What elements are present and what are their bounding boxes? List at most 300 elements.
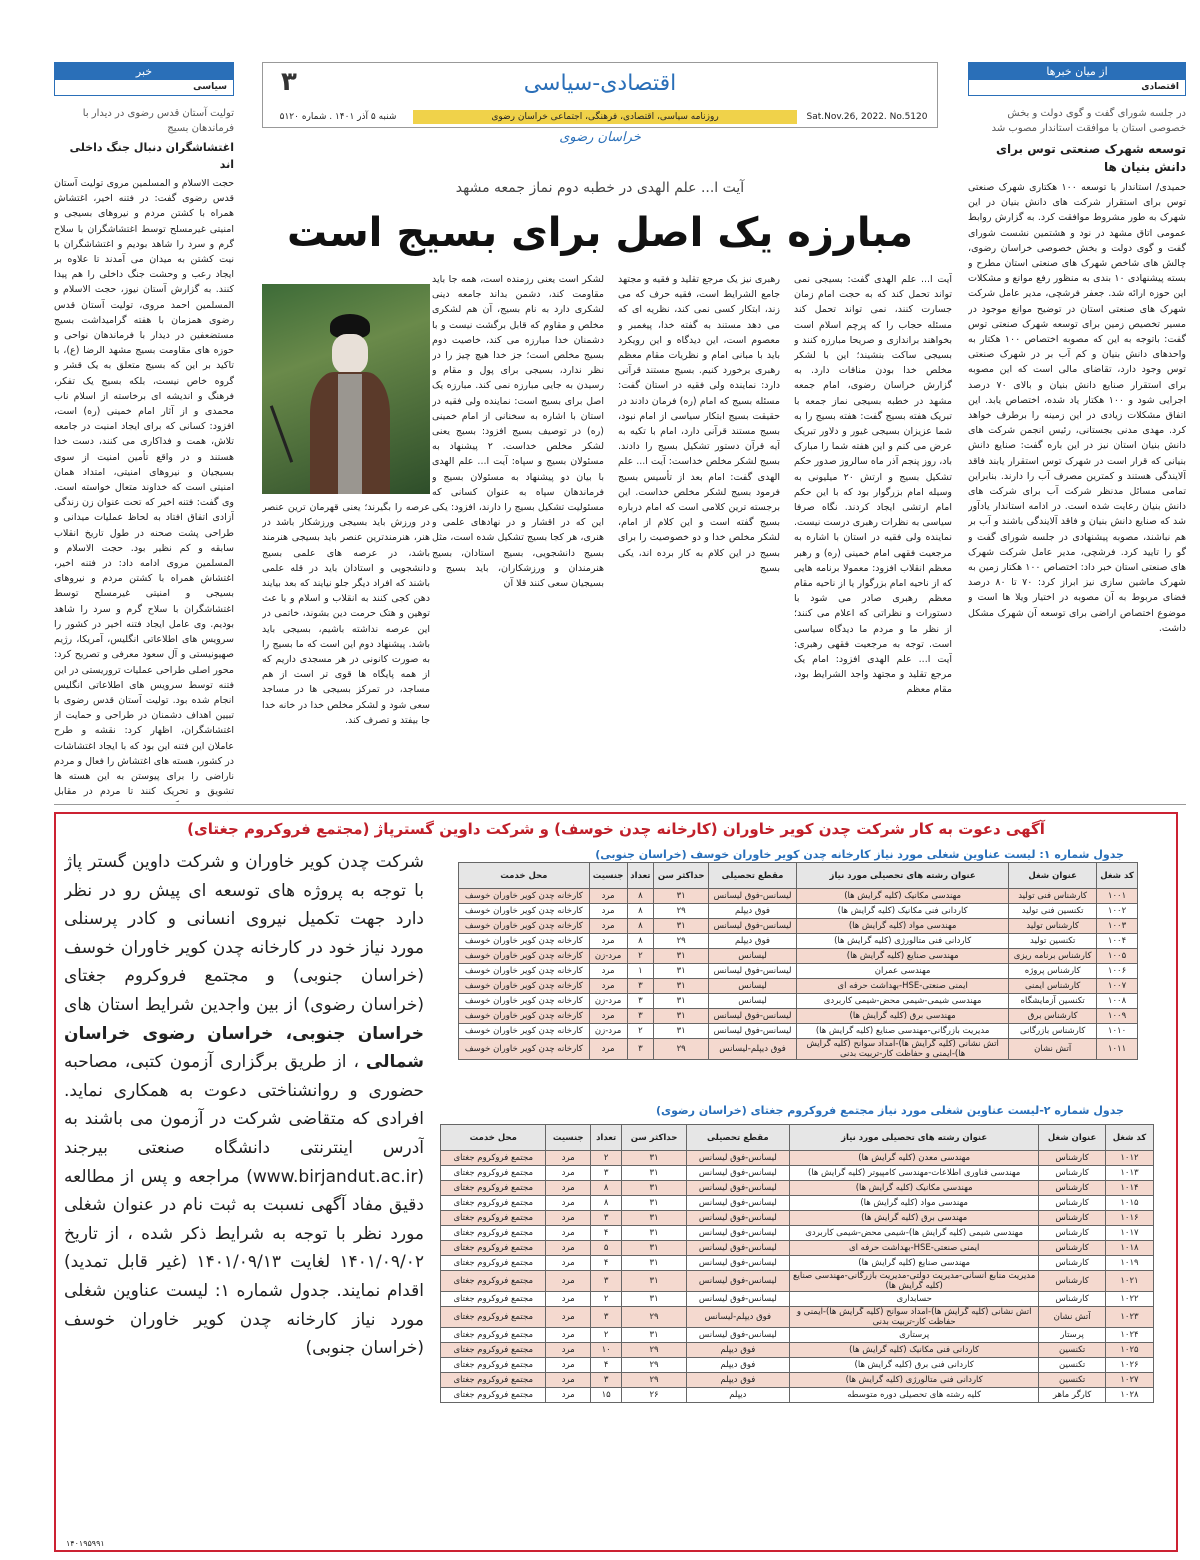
ad-text-1: شرکت چدن کویر خاوران و شرکت داوین گستر پاژ با توجه به پروژه های توسعه ای پیش رو در نظر دارد جهت تکمیل نیروی انسانی و کادر پرسنلی مورد نیاز خود در کارخانه چدن کویر خاوران خوسف (خراسان جنوبی) و مجتمع فروکروم جغتای (خراسان رضوی) از بین واجدین شرایط استان های	[64, 852, 424, 1015]
table-cell: لیسانس-فوق لیسانس	[686, 1226, 789, 1241]
strap-bar	[263, 109, 937, 125]
table-cell: ۱۰۰۸	[1097, 994, 1138, 1009]
table-cell: مجتمع فروکروم جغتای	[441, 1388, 546, 1403]
cleric-photo	[262, 284, 430, 494]
table-cell: مرد	[589, 934, 627, 949]
table-cell: لیسانس-فوق لیسانس	[686, 1181, 789, 1196]
table-cell: ۸	[590, 1181, 621, 1196]
table-cell: لیسانس-فوق لیسانس	[709, 1024, 797, 1039]
table-cell: مهندسی مواد (کلیه گرایش ها)	[790, 1196, 1039, 1211]
table-cell: ۱۰۰۵	[1097, 949, 1138, 964]
table-cell: ۲	[627, 949, 654, 964]
table-header-cell: عنوان شغل	[1009, 863, 1097, 889]
table-cell: مهندسی برق (کلیه گرایش ها)	[790, 1211, 1039, 1226]
table-cell: ۳۱	[622, 1328, 686, 1343]
table-cell: ۱۰۱۵	[1105, 1196, 1153, 1211]
table-cell: کارخانه چدن کویر خاوران خوسف	[459, 889, 590, 904]
table-row	[441, 1181, 1154, 1196]
table-cell: تکنسین	[1039, 1373, 1106, 1388]
table-row	[441, 1307, 1154, 1328]
table-cell: ۱	[627, 964, 654, 979]
table-row	[441, 1292, 1154, 1307]
table-cell: مهندسی صنایع (کلیه گرایش ها)	[790, 1256, 1039, 1271]
table-cell: مرد	[546, 1343, 591, 1358]
table-cell: ۳۱	[622, 1226, 686, 1241]
table-cell: مرد	[546, 1373, 591, 1388]
table-cell: کارشناس	[1039, 1151, 1106, 1166]
table-cell: مهندسی فناوری اطلاعات-مهندسی کامپیوتر (کلیه گرایش ها)	[790, 1166, 1039, 1181]
table-cell: مرد	[546, 1211, 591, 1226]
table-cell: ۲۹	[622, 1307, 686, 1328]
table-cell: ۲۹	[622, 1343, 686, 1358]
table-cell: ۳۱	[654, 1024, 709, 1039]
table-cell: فوق دیپلم-لیسانس	[709, 1039, 797, 1060]
table-cell: کارخانه چدن کویر خاوران خوسف	[459, 949, 590, 964]
table-cell: ۳	[627, 1039, 654, 1060]
table-cell: ۳۱	[654, 979, 709, 994]
table-cell: کاردانی فنی متالورژی (کلیه گرایش ها)	[790, 1373, 1039, 1388]
news-sidebar-economic	[968, 62, 1186, 802]
table-cell: مرد	[546, 1166, 591, 1181]
table-row	[459, 904, 1138, 919]
table-cell: لیسانس-فوق لیسانس	[709, 889, 797, 904]
story-col-2: رهبری نیز یک مرجع تقلید و فقیه و مجتهد جامع الشرایط است، فقیه حرف که می زند، ابتکار کسی نمی کند، نظریه ای که می دهد مستند به گفته خدا، پیغمبر و معصوم است، این دیدگاه و این رویکرد باید با مبانی امام و نظریات مقام معظم رهبری برخورد کنیم. بسیج مستند قرآنی دارد: نماینده ولی فقیه در استان گفت: مسئله بسیج که امام (ره) فرمان دادند در حقیقت بسیج ابتکار سیاسی از امام نبود، بسیج مستند قرآنی دارد، امام با تکیه به آیه قرآن دستور تشکیل بسیج را دادند. بسیج لشکر مخلص خداست: آیت ا... علم الهدی گفت: امام بعد از تأسیس بسیج فرمود بسیج لشکر مخلص خداست. این برجسته ترین کلامی است که امام درباره بسیج گفته است و این کلام از امام، لشکر مخلص خدا و دو خصوصیت را برای بسیج در این کلام به کار برده اند، یکی بسیج	[618, 274, 780, 574]
table-header-cell: جنسیت	[546, 1125, 591, 1151]
table-cell: ۱۰۰۳	[1097, 919, 1138, 934]
table-cell: مرد	[589, 979, 627, 994]
table-cell: مجتمع فروکروم جغتای	[441, 1307, 546, 1328]
date-en: Sat.Nov.26, 2022. No.5120	[806, 112, 928, 122]
table-cell: کارشناس	[1039, 1181, 1106, 1196]
jobs-table-2	[440, 1124, 1154, 1403]
table-cell: پرستار	[1039, 1328, 1106, 1343]
table-cell: لیسانس-فوق لیسانس	[709, 964, 797, 979]
table-cell: تکنسین آزمایشگاه	[1009, 994, 1097, 1009]
table-cell: ۳۱	[622, 1211, 686, 1226]
table-cell: آتش نشانی (کلیه گرایش ها)-امداد سوانح (کلیه گرایش ها)-ایمنی و حفاظت کار-تربیت بدنی	[790, 1307, 1039, 1328]
table-cell: تکنسین	[1039, 1358, 1106, 1373]
table-cell: مجتمع فروکروم جغتای	[441, 1166, 546, 1181]
table-cell: مجتمع فروکروم جغتای	[441, 1343, 546, 1358]
table-cell: ۴	[590, 1358, 621, 1373]
table-cell: کارشناس برنامه ریزی	[1009, 949, 1097, 964]
ad-title: آگهی دعوت به کار شرکت چدن کویر خاوران (کارخانه چدن خوسف) و شرکت داوین گسترپاژ (مجتمع فروکروم جغتای)	[187, 820, 1045, 838]
table-cell: لیسانس-فوق لیسانس	[686, 1241, 789, 1256]
table-cell: ۸	[627, 934, 654, 949]
table1-wrap	[458, 862, 1138, 1060]
table-row	[459, 1024, 1138, 1039]
table-cell: مرد	[589, 919, 627, 934]
table-cell: فوق دیپلم	[686, 1358, 789, 1373]
table-cell: ۱۰	[590, 1343, 621, 1358]
table-cell: تکنسین	[1039, 1343, 1106, 1358]
table-cell: کارشناس	[1039, 1271, 1106, 1292]
table-row	[459, 994, 1138, 1009]
table-cell: لیسانس-فوق لیسانس	[686, 1151, 789, 1166]
table-cell: ۳۱	[622, 1271, 686, 1292]
table-cell: مرد	[589, 1009, 627, 1024]
table-row	[441, 1151, 1154, 1166]
table-cell: حسابداری	[790, 1292, 1039, 1307]
table-cell: مجتمع فروکروم جغتای	[441, 1328, 546, 1343]
table2-caption: جدول شماره ۲-لیست عناوین شغلی مورد نیاز مجتمع فروکروم جغتای (خراسان رضوی)	[656, 1104, 1124, 1117]
table-cell: ۳	[590, 1373, 621, 1388]
table-cell: ۱۰۱۳	[1105, 1166, 1153, 1181]
table-cell: مجتمع فروکروم جغتای	[441, 1271, 546, 1292]
table-cell: مرد	[546, 1328, 591, 1343]
table-cell: مجتمع فروکروم جغتای	[441, 1256, 546, 1271]
table-row	[459, 964, 1138, 979]
table-cell: کارخانه چدن کویر خاوران خوسف	[459, 979, 590, 994]
table-cell: ۱۰۰۶	[1097, 964, 1138, 979]
table-cell: ۳	[590, 1166, 621, 1181]
table-cell: کارشناس پروژه	[1009, 964, 1097, 979]
date-fa: شنبه ۵ آذر ۱۴۰۱ . شماره ۵۱۲۰	[279, 112, 397, 122]
news-sidebar-political	[54, 62, 234, 802]
table-cell: مرد	[546, 1151, 591, 1166]
table-row	[441, 1388, 1154, 1403]
table-row	[459, 919, 1138, 934]
table-cell: ۲	[590, 1328, 621, 1343]
table-row	[459, 979, 1138, 994]
table-row	[441, 1166, 1154, 1181]
sidebar2-kicker: تولیت آستان قدس رضوی در دیدار با فرماندهان بسیج	[82, 108, 234, 134]
table-cell: ۱۰۰۲	[1097, 904, 1138, 919]
table-cell: ۱۰۱۸	[1105, 1241, 1153, 1256]
table-cell: تکنسین فنی تولید	[1009, 904, 1097, 919]
table-cell: ۸	[627, 889, 654, 904]
table-cell: ۲	[590, 1292, 621, 1307]
jobs-table-1	[458, 862, 1138, 1060]
table-cell: کارخانه چدن کویر خاوران خوسف	[459, 1024, 590, 1039]
table-cell: کاردانی فنی متالورژی (کلیه گرایش ها)	[797, 934, 1009, 949]
table-cell: مهندسی شیمی-شیمی محض-شیمی کاربردی	[797, 994, 1009, 1009]
table-cell: کاردانی فنی مکانیک (کلیه گرایش ها)	[797, 904, 1009, 919]
table-cell: کارشناس	[1039, 1241, 1106, 1256]
table-cell: مهندسی معدن (کلیه گرایش ها)	[790, 1151, 1039, 1166]
table-cell: آتش نشان	[1009, 1039, 1097, 1060]
table-cell: کارخانه چدن کویر خاوران خوسف	[459, 1039, 590, 1060]
table-cell: مرد	[546, 1292, 591, 1307]
table-cell: ۸	[627, 919, 654, 934]
table-cell: لیسانس-فوق لیسانس	[686, 1271, 789, 1292]
table-cell: کارخانه چدن کویر خاوران خوسف	[459, 919, 590, 934]
table-row	[459, 1009, 1138, 1024]
table-cell: ۲	[590, 1151, 621, 1166]
table-cell: لیسانس-فوق لیسانس	[686, 1328, 789, 1343]
table-cell: کارشناس	[1039, 1211, 1106, 1226]
table-header-cell: کد شغل	[1097, 863, 1138, 889]
table-row	[441, 1241, 1154, 1256]
job-ad	[54, 812, 1178, 1552]
table-cell: مرد	[546, 1181, 591, 1196]
table-cell: ۳۱	[622, 1181, 686, 1196]
table-cell: ۳۱	[654, 964, 709, 979]
story-col-4: عرصه را بگیرند؛ یعنی قهرمان ترین عنصر در ورزش باید بسیجی ورزشکار باشد در هنر، هنرمندترین عنصر باید بسیجی هنرمند باشد، در عرصه های علمی بسیج دانشجویی و استادان باید در قله علمی باشند که افراد دیگر جلو نیایند که بعد بیایند دهن کجی کنند به انقلاب و اسلام و با عث توهین و هتک حرمت دین بشوند، خاتمی در این عرصه نداشته باشیم، بسیجی باید باشد. پیشنهاد دوم این است که ما بسیج را به صورت کانونی در هر مسجدی داریم که از همه پایگاه ها قوی تر است از هم مساجد، در تمرکز بسیجی ها در مساجد سعی شود و لشکر مخلص خدا در خانه خدا جا بیفتد و تصرف کند.	[262, 502, 430, 726]
table-cell: فوق دیپلم	[686, 1343, 789, 1358]
speaker-figure	[302, 314, 398, 494]
table-cell: مرد	[546, 1226, 591, 1241]
table-cell: کارگر ماهر	[1039, 1388, 1106, 1403]
table-cell: کاردانی فنی مکانیک (کلیه گرایش ها)	[790, 1343, 1039, 1358]
table-row	[441, 1226, 1154, 1241]
table-cell: ۴	[590, 1256, 621, 1271]
table-row	[441, 1211, 1154, 1226]
sidebar2-header	[54, 62, 234, 96]
table-cell: ایمنی صنعتی-HSE-بهداشت حرفه ای	[797, 979, 1009, 994]
table-cell: کارخانه چدن کویر خاوران خوسف	[459, 964, 590, 979]
table-row	[441, 1373, 1154, 1388]
table-cell: پرستاری	[790, 1328, 1039, 1343]
table-header-cell: عنوان رشته های تحصیلی مورد نیاز	[790, 1125, 1039, 1151]
table-cell: ۱۰۲۳	[1105, 1307, 1153, 1328]
table-cell: ۸	[627, 904, 654, 919]
table-cell: ۳۱	[654, 889, 709, 904]
table-header-cell: حداکثر سن	[654, 863, 709, 889]
table-cell: فوق دیپلم-لیسانس	[686, 1307, 789, 1328]
table-cell: مهندسی مکانیک (کلیه گرایش ها)	[790, 1181, 1039, 1196]
ad-text-2: ، از طریق برگزاری آزمون کتبی، مصاحبه حضوری و روانشناختی دعوت به همکاری نماید. افرادی که متقاضی شرکت در آزمون می باشند به آدرس اینترنتی دانشگاه صنعتی بیرجند (www.birjandut.ac.ir) مراجعه و پس از مطالعه دقیق مفاد آگهی نسبت به ثبت نام در عنوان شغلی مورد نظر با توجه به شرایط ذکر شده ، از تاریخ ۱۴۰۱/۰۹/۰۲ لغایت ۱۴۰۱/۰۹/۱۳ (غیر قابل تمدید) اقدام نمایند. جدول شماره ۱: لیست عناوین شغلی مورد نیاز کارخانه چدن کویر خاوران خوسف (خراسان جنوبی)	[64, 1052, 424, 1359]
table-header-cell: مقطع تحصیلی	[686, 1125, 789, 1151]
table-cell: مرد-زن	[589, 1024, 627, 1039]
table-cell: مدیریت بازرگانی-مهندسی صنایع (کلیه گرایش ها)	[797, 1024, 1009, 1039]
table-cell: کارشناس ایمنی	[1009, 979, 1097, 994]
sidebar2-title: اغتشاشگران دنبال جنگ داخلی اند	[69, 141, 234, 171]
table-header-cell: عنوان شغل	[1039, 1125, 1106, 1151]
table-cell: مجتمع فروکروم جغتای	[441, 1241, 546, 1256]
table-cell: مهندسی شیمی (کلیه گرایش ها)-شیمی محض-شیمی کاربردی	[790, 1226, 1039, 1241]
section-title: اقتصادی-سیاسی	[523, 71, 677, 96]
table-cell: ۸	[590, 1196, 621, 1211]
table-cell: ۱۰۰۹	[1097, 1009, 1138, 1024]
table-cell: مهندسی برق (کلیه گرایش ها)	[797, 1009, 1009, 1024]
table-row	[459, 889, 1138, 904]
table-cell: ۳۱	[654, 919, 709, 934]
table-cell: دیپلم	[686, 1388, 789, 1403]
table-cell: مرد	[589, 964, 627, 979]
table-cell: ۱۰۱۴	[1105, 1181, 1153, 1196]
table-cell: مرد-زن	[589, 994, 627, 1009]
table-cell: ۵	[590, 1241, 621, 1256]
main-kicker: آیت ا... علم الهدی در خطبه دوم نماز جمعه مشهد	[455, 180, 745, 196]
table-cell: ۱۰۰۷	[1097, 979, 1138, 994]
table-cell: ۲۹	[622, 1373, 686, 1388]
table2-wrap	[440, 1124, 1154, 1403]
table-row	[459, 1039, 1138, 1060]
table-header-cell: محل خدمت	[459, 863, 590, 889]
table-cell: مجتمع فروکروم جغتای	[441, 1196, 546, 1211]
table-cell: مدیریت منابع انسانی-مدیریت دولتی-مدیریت بازرگانی-مهندسی صنایع (کلیه گرایش ها)	[790, 1271, 1039, 1292]
table-cell: لیسانس-فوق لیسانس	[686, 1211, 789, 1226]
sidebar-body: حمیدی/ استاندار با توسعه ۱۰۰ هکتاری شهرک صنعتی توس برای استقرار شرکت های دانش بنیان در این شهرک به طور مشروط موافقت کرد. به گزارش روابط عمومی اتاق مشهد در نود و هشتمین نشست شورای گفت و گوی دولت و بخش خصوصی خراسان رضوی، چالش های شاخص شهرک های صنعتی استان مطرح و بسته پیشنهادی ۱۰ بندی به منظور رفع موانع و مشکلات این حوزه ارائه شد. جعفر فرشچی، مدیر عامل شرکت شهرک های صنعتی استان در توضیح موانع موجود در مسیر تخصیص زمین برای توسعه شهرک صنعتی توس گفت: باتوجه به این که مصوبه اختصاص ۱۰۰ هکتار به واحدهای دانش بنیان و کم آب بر در شهرک صنعتی توس وجود دارد، تقاضای مالی است که این مصوبه برای استقرار صنایع دانش بنیان و بالای ۷۰ درصد اجرایی شود و ۱۰۰ هکتار یاد شده، اختصاص یابد. این اتفاق مشکلات زیادی در این زمینه را برطرف خواهد کرد. مهدی مدنی بجستانی، رئیس انجمن شرکت های دانش بنیان استان نیز در این باره گفت: صنایع دانش بنیانی که قرار است در شهرک توس استقرار یابند فاقد آلایندگی هستند و کمترین مصرف آب را دارند. بنابراین تمامی مسائل مدنظر شرکت آب برای شرکت های دانش بنیان رعایت شده است. در ادامه استاندار یادآور شد که صنایع دانش بنیان و فاقد آلایندگی باشند و آب بر هم نباشند، مصوبه پیشنهادی در جلسه شورای گفت و گو را تایید کرد. فرشچی، مدیر عامل شرکت شهرک های صنعتی استان خبر داد: اختصاص ۱۰۰ هکتار زمین به شهرک ماشین سازی نیز ابراز کرد: ۷۰ تا ۸۰ درصد فضای مربوط به آن مصوبه در اختیار ویلا ها است و موضوع اختصاص اراضی برای توسعه آن شهرک مشکل داشت.	[968, 182, 1186, 634]
strap-text: روزنامه سیاسی، اقتصادی، فرهنگی، اجتماعی خراسان رضوی	[413, 110, 797, 124]
table-cell: آتش نشان	[1039, 1307, 1106, 1328]
ad-text	[64, 848, 424, 1528]
sidebar-title: توسعه شهرک صنعتی توس برای دانش بنیان ها	[995, 142, 1186, 174]
table-cell: لیسانس-فوق لیسانس	[686, 1166, 789, 1181]
table-cell: ۳	[627, 1009, 654, 1024]
table-cell: لیسانس-فوق لیسانس	[686, 1292, 789, 1307]
table-cell: مرد	[546, 1271, 591, 1292]
table-cell: کارشناس برق	[1009, 1009, 1097, 1024]
table-cell: مجتمع فروکروم جغتای	[441, 1181, 546, 1196]
table-cell: ۳۱	[622, 1292, 686, 1307]
table-cell: ۳	[627, 979, 654, 994]
table-cell: فوق دیپلم	[709, 904, 797, 919]
table-cell: ۱۰۲۸	[1105, 1388, 1153, 1403]
table-cell: ۳۱	[654, 994, 709, 1009]
table-cell: مجتمع فروکروم جغتای	[441, 1151, 546, 1166]
table-cell: مهندسی مکانیک (کلیه گرایش ها)	[797, 889, 1009, 904]
table-cell: لیسانس	[709, 949, 797, 964]
table-cell: ۱۰۱۹	[1105, 1256, 1153, 1271]
table-cell: کارشناس بازرگانی	[1009, 1024, 1097, 1039]
table-cell: مهندسی مواد (کلیه گرایش ها)	[797, 919, 1009, 934]
sidebar-section: اقتصادی	[1141, 82, 1179, 92]
table-row	[459, 934, 1138, 949]
table-cell: مرد	[546, 1196, 591, 1211]
table-cell: لیسانس-فوق لیسانس	[686, 1196, 789, 1211]
table-cell: ۳۱	[622, 1151, 686, 1166]
table-cell: تکنسین تولید	[1009, 934, 1097, 949]
sidebar2-section: سیاسی	[193, 82, 227, 92]
table-row	[441, 1271, 1154, 1292]
microphone-icon	[270, 405, 293, 462]
table-row	[441, 1358, 1154, 1373]
table-cell: کارخانه چدن کویر خاوران خوسف	[459, 1009, 590, 1024]
table-cell: کارخانه چدن کویر خاوران خوسف	[459, 994, 590, 1009]
table-cell: لیسانس	[709, 994, 797, 1009]
page-number: ۳	[281, 67, 297, 97]
table-row	[441, 1196, 1154, 1211]
table-cell: ۲۹	[654, 904, 709, 919]
table-cell: فوق دیپلم	[709, 934, 797, 949]
table-cell: کارشناس	[1039, 1292, 1106, 1307]
masthead	[262, 62, 938, 128]
table-cell: ۲۶	[622, 1388, 686, 1403]
ad-text-bold: خراسان جنوبی، خراسان رضوی خراسان شمالی	[64, 1023, 424, 1073]
table-cell: ۱۰۲۷	[1105, 1373, 1153, 1388]
table-header-cell: تعداد	[590, 1125, 621, 1151]
table-cell: ۱۰۰۱	[1097, 889, 1138, 904]
table-cell: ۳۱	[622, 1256, 686, 1271]
newspaper-logo: خراسان رضوی	[559, 130, 641, 145]
table-header-cell: عنوان رشته های تحصیلی مورد نیاز	[797, 863, 1009, 889]
table-cell: کارخانه چدن کویر خاوران خوسف	[459, 934, 590, 949]
table-cell: ۱۰۲۵	[1105, 1343, 1153, 1358]
table-cell: مجتمع فروکروم جغتای	[441, 1226, 546, 1241]
table-cell: مرد	[546, 1256, 591, 1271]
sidebar2-body: حجت الاسلام و المسلمین مروی تولیت آستان قدس رضوی گفت: در فتنه اخیر، اغتشاش همراه با کشتن مردم و نیروهای بسیجی و امنیتی غیرمسلح توسط اغتشاشگران با سلاح گرم و سرد را شاهد بودیم و اغتشاشگران با نیت کشتن به میدان می آمدند تا علاوه بر ایجاد رعب و وحشت جنگ داخلی را هم پیدا کنند. به گزارش آستان نیوز، حجت الاسلام و المسلمین احمد مروی، تولیت آستان قدس رضوی همزمان با هفته گرامیداشت بسیج مستضعفین در دیدار با فرماندهان نواحی و حوزه های مقاومت بسیج مشهد الرضا (ع)، با تاکید بر این که بسیج متعلق به یک قشر و گروه خاص نیست، بلکه بسیج یک تفکر، فرهنگ و اندیشه ای برخاسته از اسلام ناب محمدی و از آثار امام خمینی (ره) است، افزود: کسانی که برای ایجاد امنیت در جامعه تلاش، همت و فداکاری می کنند، دست خدا هستند و در واقع تأمین امنیت از سوی بسیجیان و نیروهای امنیتی، امتداد همان امنیتی است که خداوند متعال خواسته است. وی گفت: فتنه اخیر که تحت عنوان زن زندگی آزادی اتفاق افتاد به لحاظ عملیات میدانی و طراحی پشت صحنه در طول تاریخ انقلاب سابقه و کم نظیر بود. حجت الاسلام و المسلمین مروی ادامه داد: در فتنه اخیر، اغتشاش همراه با کشتن مردم و نیروهای بسیجی و امنیتی غیرمسلح توسط اغتشاشگران با سلاح گرم و سرد را شاهد بودیم. وی عامل ایجاد فتنه اخیر در کشور را سرویس های اطلاعاتی انگلیس، آمریکا، رژیم صهیونیستی و آل سعود معرفی و تصریح کرد: محور اصلی طراحی عملیات تروریستی در این فتنه توسط سرویس های اطلاعاتی انگلیس انجام شده بود. تولیت آستان قدس رضوی با تبیین اهداف دشمنان در طراحی و حمایت از اغتشاشگران، اظهار کرد: نقشه و طرح عاملان این فتنه این بود که با ایجاد اغتشاشات در کشور، هسته های اغتشاش را فعال و مردم ناراضی را برای پیوستن به این هسته ها تشویق و تحریک کنند تا مردم در مقابل	[54, 178, 234, 798]
table-cell: لیسانس-فوق لیسانس	[709, 1009, 797, 1024]
table-cell: مهندسی صنایع (کلیه گرایش ها)	[797, 949, 1009, 964]
table-cell: مرد	[546, 1388, 591, 1403]
table-cell: لیسانس-فوق لیسانس	[709, 919, 797, 934]
table-cell: کارشناس	[1039, 1256, 1106, 1271]
table-cell: ۳	[590, 1211, 621, 1226]
table-cell: مرد-زن	[589, 949, 627, 964]
table-cell: ۱۰۱۲	[1105, 1151, 1153, 1166]
table-cell: ۱۵	[590, 1388, 621, 1403]
section-divider	[54, 804, 1186, 805]
table-cell: مهندسی عمران	[797, 964, 1009, 979]
table-cell: ۳۱	[654, 949, 709, 964]
table-cell: ۳	[590, 1307, 621, 1328]
table-cell: لیسانس-فوق لیسانس	[686, 1256, 789, 1271]
table-cell: ۱۰۰۴	[1097, 934, 1138, 949]
table-cell: ۳۱	[622, 1241, 686, 1256]
table-header-cell: جنسیت	[589, 863, 627, 889]
table-cell: کارشناس فنی تولید	[1009, 889, 1097, 904]
table-cell: فوق دیپلم	[686, 1373, 789, 1388]
table-header-cell: مقطع تحصیلی	[709, 863, 797, 889]
table-cell: مرد	[546, 1241, 591, 1256]
table-cell: ۱۰۱۷	[1105, 1226, 1153, 1241]
table-cell: ۱۰۱۰	[1097, 1024, 1138, 1039]
table-cell: لیسانس	[709, 979, 797, 994]
table-cell: ۳۱	[654, 1009, 709, 1024]
table-cell: ایمنی صنعتی-HSE-بهداشت حرفه ای	[790, 1241, 1039, 1256]
table-cell: مجتمع فروکروم جغتای	[441, 1292, 546, 1307]
table-cell: مرد	[589, 889, 627, 904]
story-col-1: آیت ا... علم الهدی گفت: بسیجی نمی تواند تحمل کند که به حجت امام زمان جسارت کنند، نمی تواند تحمل کند مسئله حجاب را که پرچم اسلام است بخواهند براندازی و صریحا مبارزه کنند و بسیجی ساکت بنشیند؛ این با لشکر مخلص خدا بودن منافات دارد. به گزارش خراسان رضوی، امام جمعه مشهد در خطبه بسیجی نماز جمعه با تبریک هفته بسیج گفت: هفته بسیج را به شما عزیزان بسیجی غیور و دلاور تبریک عرض می کنم و این هفته شما را مبارک باد، روز پنجم آذر ماه سالروز صدور حکم تشکیل بسیج و ارتش ۲۰ میلیونی به وسیله امام بزرگوار بود که با این حکم امام ارتشی ایجاد کردند. نگاه صرفا سیاسی به نظرات رهبری درست نیست. نماینده ولی فقیه در استان با اشاره به مرجعیت فقهی امام خمینی (ره) و رهبر معظم انقلاب افزود: معمولا برنامه هایی که از ناحیه امام بزرگوار یا از ناحیه مقام معظم رهبری صادر می شود با دستورات و نظراتی که اعلام می کنند؛ از نظر ما و مردم ما دیدگاه سیاسی است. توجه به مرجعیت فقهی رهبری: آیت ا... علم الهدی افزود: امام یک مرجع تقلید و مجتهد واجد الشرایط بود، مقام معظم	[794, 274, 952, 696]
table-cell: کاردانی فنی برق (کلیه گرایش ها)	[790, 1358, 1039, 1373]
table-header-cell: محل خدمت	[441, 1125, 546, 1151]
table-cell: ۳۱	[622, 1196, 686, 1211]
table-cell: کارشناس	[1039, 1196, 1106, 1211]
table1-caption: جدول شماره ۱: لیست عناوین شغلی مورد نیاز کارخانه چدن کویر خاوران خوسف (خراسان جنوبی)	[595, 848, 1124, 861]
table-row	[441, 1328, 1154, 1343]
table-cell: کارشناس تولید	[1009, 919, 1097, 934]
table-cell: ۳	[627, 994, 654, 1009]
sidebar-tag: از میان خبرها	[969, 63, 1185, 80]
table-cell: ۱۰۱۱	[1097, 1039, 1138, 1060]
sidebar-header	[968, 62, 1186, 96]
table-row	[459, 949, 1138, 964]
table-cell: ۱۰۲۱	[1105, 1271, 1153, 1292]
table-cell: ۳	[590, 1271, 621, 1292]
table-row	[441, 1343, 1154, 1358]
ad-code: ۱۴۰۱۹۵۹۹۱	[66, 1539, 105, 1548]
sidebar2-tag: خبر	[55, 63, 233, 80]
table-cell: مجتمع فروکروم جغتای	[441, 1373, 546, 1388]
table-cell: ۲	[627, 1024, 654, 1039]
table-cell: ۴	[590, 1226, 621, 1241]
table-cell: کارخانه چدن کویر خاوران خوسف	[459, 904, 590, 919]
table-cell: ۲۹	[622, 1358, 686, 1373]
table-cell: مجتمع فروکروم جغتای	[441, 1211, 546, 1226]
table-cell: ۱۰۲۲	[1105, 1292, 1153, 1307]
table-header-cell: تعداد	[627, 863, 654, 889]
story-col-3: لشکر است یعنی رزمنده است، همه جا باید مقاومت کند، دشمن بداند جامعه دینی لشکری دارد به نام بسیج، آن هم لشکری مخلص و مقاوم که قابل برگشت نیست و با دشمنان خدا مبارزه می کند، خاصیت دوم بسیج مخلص است؛ جز خدا هیچ چیز را در نظر ندارد، بسیجی برای پول و مقام و رسیدن به جایی مبارزه نمی کند. مبارزه یک اصل برای بسیج است: نماینده ولی فقیه در استان با اشاره به سخنانی از امام خمینی (ره) در توصیف بسیج افزود: بسیج یعنی لشکر مخلص خداست. ۲ پیشنهاد به مسئولان بسیج و سپاه: آیت ا... علم الهدی با بیان دو پیشنهاد به مسئولان بسیج و فرماندهان سپاه به عنوان کسانی که مسئولیت تشکیل بسیج را دارند، افزود: یکی این که در اقشار و در نهادهای علمی و هنری، هر کجا بسیج تشکیل شده است، مثل بسیج دانشجویی، بسیج استادان، بسیج هنرمندان و ورزشکاران، باید بسیج و بسیجیان سعی کنند قلا آن	[432, 274, 604, 590]
table-cell: کارشناس	[1039, 1166, 1106, 1181]
table-cell: ۲۹	[654, 934, 709, 949]
table-cell: مرد	[589, 1039, 627, 1060]
table-cell: کارشناس	[1039, 1226, 1106, 1241]
table-header-cell: کد شغل	[1105, 1125, 1153, 1151]
table-header-cell: حداکثر سن	[622, 1125, 686, 1151]
table-cell: کلیه رشته های تحصیلی دوره متوسطه	[790, 1388, 1039, 1403]
table-cell: مرد	[589, 904, 627, 919]
table-cell: ۱۰۲۶	[1105, 1358, 1153, 1373]
table-cell: مرد	[546, 1358, 591, 1373]
table-cell: آتش نشانی (کلیه گرایش ها)-امداد سوانح (کلیه گرایش ها)-ایمنی و حفاظت کار-تربیت بدنی	[797, 1039, 1009, 1060]
table-row	[441, 1256, 1154, 1271]
table-cell: مرد	[546, 1307, 591, 1328]
sidebar-kicker: در جلسه شورای گفت و گوی دولت و بخش خصوصی استان با موافقت استاندار مصوب شد	[991, 108, 1186, 134]
main-title: مبارزه یک اصل برای بسیج است	[287, 210, 913, 256]
table-cell: ۲۹	[654, 1039, 709, 1060]
